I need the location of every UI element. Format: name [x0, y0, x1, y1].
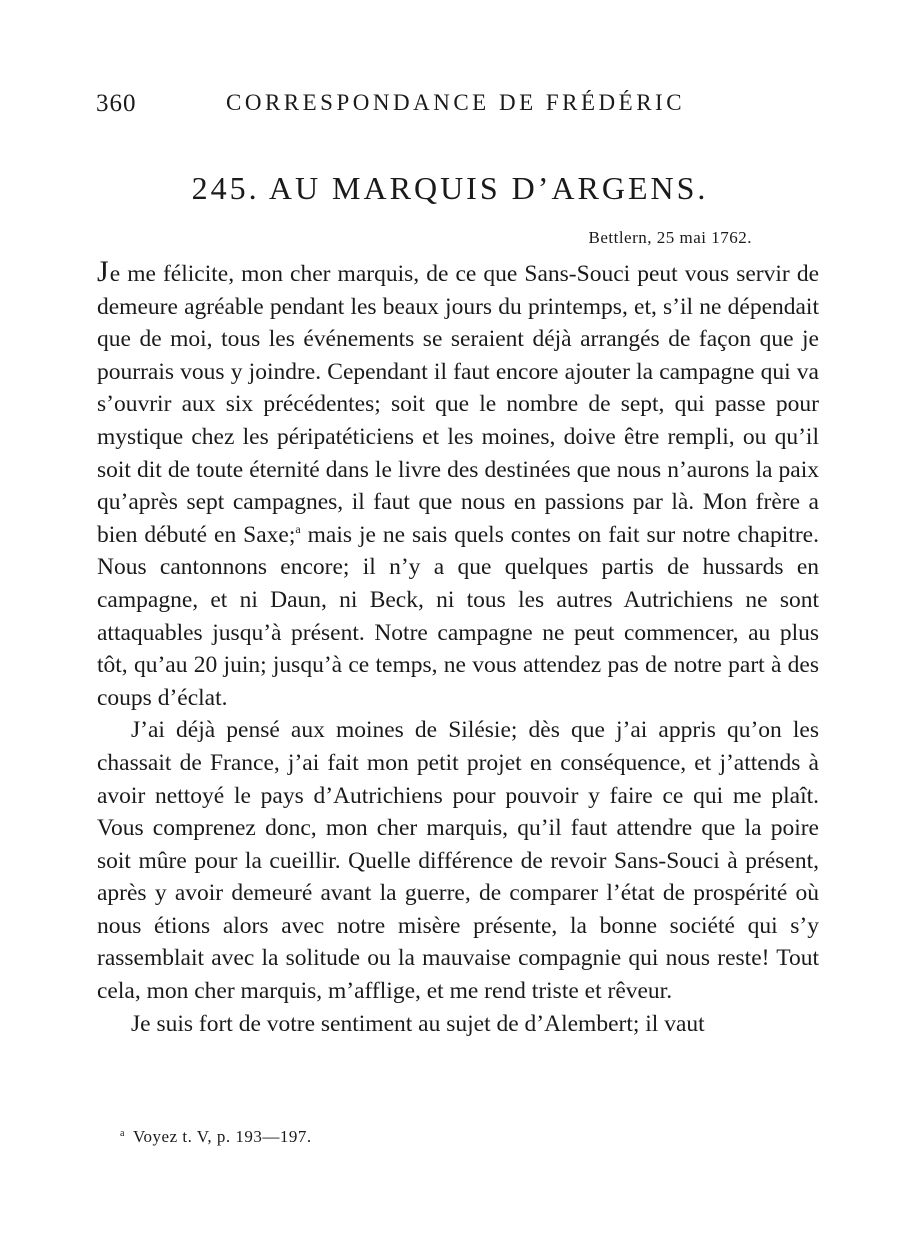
footnote-reference: a	[295, 521, 301, 536]
paragraph-3: Je suis fort de votre sentiment au sujet de d’Alembert; il vaut	[131, 1010, 705, 1037]
paragraph-1-text-a: e me félicite, mon cher marquis, de ce que Sans-Souci peut vous servir de demeure agréable pendant les beaux jours du printemps, et, s’il ne dépendait que de moi, tous les événements se seraient déjà arrangés de façon que je pourrais vous y joindre. Cependant il faut encore ajouter la campagne qui va s’ouvrir aux six précédentes; soit que le nombre de sept, qui passe pour mystique chez les péripatéticiens et les moines, doive être rempli, ou qu’il soit dit de toute éternité dans le livre des destinées que nous n’aurons la paix qu’après sept campagnes, il faut que nous en passions par là. Mon frère a bien débuté en Saxe;	[97, 261, 819, 548]
letter-dateline: Bettlern, 25 mai 1762.	[588, 228, 752, 247]
drop-initial: J	[97, 255, 110, 288]
paragraph-2: J’ai déjà pensé aux moines de Silésie; dès que j’ai appris qu’on les chassait de France, j’ai fait mon petit projet en conséquence, et j’attends à avoir nettoyé le pays d’Autrichiens pour pouvoir y faire ce qui me plaît. Vous comprenez donc, mon cher marquis, qu’il faut attendre que la poire soit mûre pour la cueillir. Quelle différence de revoir Sans-Souci à présent, après y avoir demeuré avant la guerre, de comparer l’état de prospérité où nous étions alors avec notre misère présente, la bonne société qui s’y rassemblait avec la solitude ou la mauvaise compagnie qui nous reste! Tout cela, mon cher marquis, m’afflige, et me rend triste et rêveur.	[97, 717, 819, 1005]
paragraph-1-text-b: mais je ne sais quels contes on fait sur notre chapitre. Nous cantonnons encore; il n’y a que quelques partis de hussards en campagne, et ni Daun, ni Beck, ni tous les autres Autrichiens ne sont attaquables jusqu’à présent. Notre campagne ne peut commencer, au plus tôt, qu’au 20 juin; jusqu’à ce temps, ne vous attendez pas de notre part à des coups d’éclat.	[97, 521, 819, 711]
running-head	[96, 90, 816, 124]
footnote	[120, 1127, 312, 1147]
paragraph-1	[97, 256, 819, 714]
running-head-title: CORRESPONDANCE DE FRÉDÉRIC	[226, 90, 686, 115]
footnote-marker: a	[120, 1128, 125, 1139]
page-number: 360	[96, 90, 137, 117]
footnote-text: Voyez t. V, p. 193—197.	[132, 1127, 312, 1146]
letter-body	[97, 256, 819, 1040]
letter-heading: 245. AU MARQUIS D’ARGENS.	[191, 170, 709, 206]
